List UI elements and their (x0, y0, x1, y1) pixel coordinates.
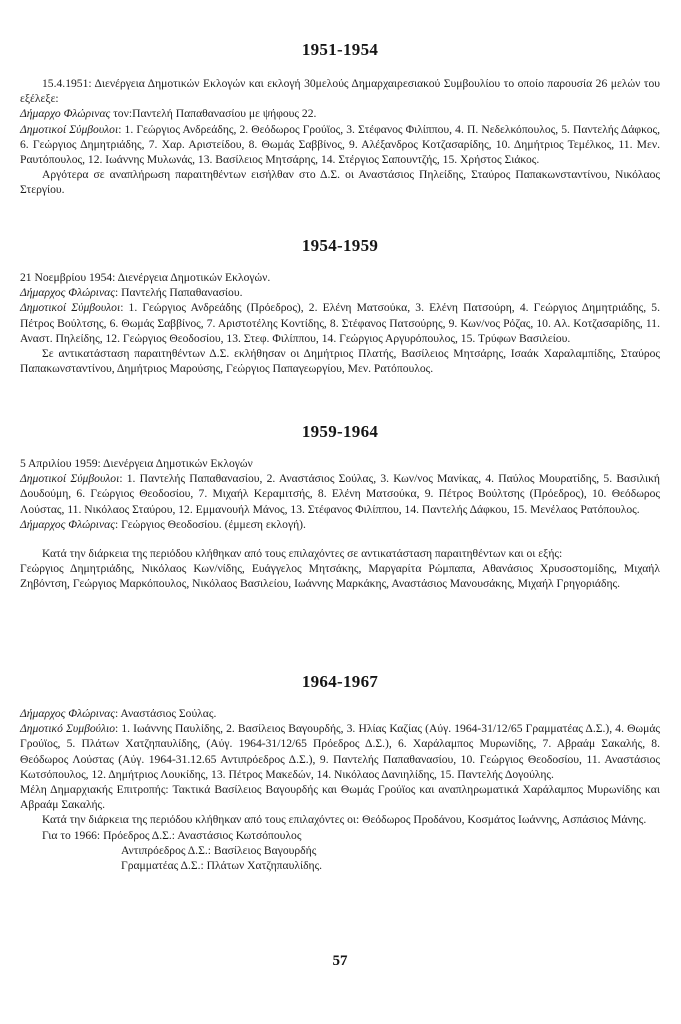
paragraph-election-1951: 15.4.1951: Διενέργεια Δημοτικών Εκλογών και εκλογή 30μελούς Δημαρχαιρεσιακού Συμβουλίου το οποίο παρουσία 26 μελών του εξέλεξε: (20, 77, 660, 106)
mayor-text: τον:Παντελή Παπαθανασίου με ψήφους 22. (110, 107, 317, 121)
paragraph-councillors-1954 (20, 300, 660, 346)
officers-1966-row-secretary (20, 858, 660, 873)
councillors-text: : 1. Γεώργιος Ανδρεάδης (Πρόεδρος), 2. Ελένη Ματσούκα, 3. Ελένη Πατσούρη, 4. Γεώργιος Δημητριάδης, 5. Πέτρος Βούλτσης, 6. Θωμάς Σαββίνος, 7. Αριστοτέλης Κοντίδης, 8. Στέφανος Πατσούρης, 9. Κων/νος Ρόζας, 10. Αλ. Κοτζασαρίδης, 11. Αναστ. Πηλείδης, 12. Γεώργιος Θεοδοσίου, 13. Στεφ. Φιλίππου, 14. Γεώργιος Αργυρόπουλος, 15. Τρύφων Βασιλείου. (20, 301, 660, 345)
label-councillors: Δημοτικοί Σύμβουλοι (20, 301, 121, 315)
section-heading-1951-1954: 1951-1954 (301, 40, 379, 59)
section-heading-1954-1959: 1954-1959 (301, 236, 379, 255)
section-body-1954-1959 (20, 270, 660, 376)
council-text: : 1. Ιωάννης Παυλίδης, 2. Βασίλειος Βαγουρδής, 3. Ηλίας Καζίας (Αύγ. 1964-31/12/65 Γραμματέας Δ.Σ.), 4. Θωμάς Γρούϊος, 5. Πλάτων Χατζηπαυλίδης, (Αύγ. 1964-31/12/65 Πρόεδρος Δ.Σ.), 6. Χαράλαμπος Μυρωνίδης, 7. Αβραάμ Σακαλής, 8. Θεόδωρος Λούστας (Αύγ. 1964-31.12.65 Αντιπρόεδρος Δ.Σ.), 9. Παντελής Παπαθανασίου, 10. Γεώργιος Θεοδοσίου, 11. Αναστάσιος Κωτσόπουλος, 12. Δημήτριος Λουκίδης, 13. Πέτρος Μακεδών, 14. Νικόλαος Δανιηλίδης, 15. Παντελής Δογούλης. (20, 722, 660, 781)
label-mayor: Δήμαρχος Φλώρινας (20, 707, 115, 720)
paragraph-substitutes-intro-1959: Κατά την διάρκεια της περιόδου κλήθηκαν από τους επιλαχόντες σε αντικατάσταση παραιτηθέντων και οι εξής: (42, 547, 563, 561)
paragraph-election-1959: 5 Απριλίου 1959: Διενέργεια Δημοτικών Εκλογών (20, 457, 253, 470)
officer-president: Πρόεδρος Δ.Σ.: Αναστάσιος Κωτσόπουλος (103, 828, 302, 842)
label-mayor: Δήμαρχος Φλώρινας (20, 517, 115, 531)
paragraph-substitutes-1964: Κατά την διάρκεια της περιόδου κλήθηκαν από τους επιλαχόντες οι: Θεόδωρος Προδάνου, Κοσμάτος Ιωάννης, Ασπάσιος Μάνης. (42, 813, 647, 827)
councillors-text: : 1. Γεώργιος Ανδρεάδης, 2. Θεόδωρος Γρούϊος, 3. Στέφανος Φιλίππου, 4. Π. Νεδελκόπουλος, 5. Παντελής Δάφκος, 6. Γεώργιος Δημητριάδης, 7. Χαρ. Αριστείδου, 8. Θωμάς Σαββίνος, 9. Αλέξανδρος Κοτζασαρίδης, 10. Δημήτριος Τεμέλκος, 11. Μεν. Ραυτόπουλος, 12. Ιωάννης Μυλωνάς, 13. Βασίλειος Μητσάρης, 14. Στέργιος Σαπουντζής, 15. Χρήστος Σιάκος. (20, 122, 660, 167)
paragraph-mayor-1951 (20, 106, 660, 121)
officer-vice-president: Αντιπρόεδρος Δ.Σ.: Βασίλειος Βαγουρδής (121, 843, 317, 857)
paragraph-mayor-1954 (20, 285, 660, 300)
paragraph-mayor-1964 (20, 706, 660, 721)
paragraph-replacements-1954: Σε αντικατάσταση παραιτηθέντων Δ.Σ. εκλήθησαν οι Δημήτριος Πλατής, Βασίλειος Μητσάρης, Ισαάκ Χαραλαμπίδης, Σταύρος Παπακωνσταντίνου, Δημήτριος Μαρούσης, Γεώργιος Παπαγεωργίου, Μεν. Ρατόπουλος. (20, 347, 660, 376)
label-councillors: Δημοτικοί Σύμβουλοι (20, 472, 120, 486)
paragraph-committee-1964: Μέλη Δημαρχιακής Επιτροπής: Τακτικά Βασίλειος Βαγουρδής και Θωμάς Γρούϊος και αναπληρωματικά Χαράλαμπος Μυρωνίδης και Αβραάμ Σακαλής. (20, 783, 660, 812)
paragraph-council-1964 (20, 721, 660, 782)
paragraph-election-1954: 21 Νοεμβρίου 1954: Διενέργεια Δημοτικών Εκλογών. (20, 271, 271, 284)
section-body-1951-1954 (20, 76, 660, 198)
officer-secretary: Γραμματέας Δ.Σ.: Πλάτων Χατζηπαυλίδης. (121, 859, 323, 873)
paragraph-councillors-1959 (20, 471, 660, 517)
section-heading-1959-1964: 1959-1964 (301, 422, 379, 441)
mayor-text: : Αναστάσιος Σούλας. (114, 707, 217, 720)
label-councillors: Δημοτικοί Σύμβουλοι (20, 122, 119, 136)
section-heading-1964-1967: 1964-1967 (301, 672, 379, 691)
officers-1966-intro: Για το 1966: (42, 828, 101, 842)
section-body-1959-1964 (20, 456, 660, 592)
officers-1966-row-president (20, 828, 660, 843)
label-mayor: Δήμαρχο Φλώρινας (20, 107, 111, 121)
officers-1966-row-vice-president (20, 843, 660, 858)
label-mayor: Δήμαρχος Φλώρινας (20, 286, 115, 300)
mayor-text: : Γεώργιος Θεοδοσίου. (έμμεση εκλογή). (114, 517, 306, 531)
mayor-text: : Παντελής Παπαθανασίου. (114, 286, 243, 300)
paragraph-councillors-1951 (20, 122, 660, 168)
label-council: Δημοτικό Συμβούλιο (20, 722, 115, 736)
page-number: 57 (332, 953, 348, 969)
councillors-text: : 1. Παντελής Παπαθανασίου, 2. Αναστάσιος Σούλας, 3. Κων/νος Μανίκας, 4. Παύλος Μουρατίδης, 5. Βασιλική Δουδούμη, 6. Γεώργιος Θεοδοσίου, 7. Μιχαήλ Κεραμιτσής, 8. Ελένη Ματσούκα, 9. Πέτρος Βούλτσης (Πρόεδρος), 10. Θεόδωρος Λούστας, 11. Νικόλαος Σταύρου, 12. Εμμανουήλ Μάνος, 13. Στέφανος Φιλίππου, 14. Παντελής Δάφκου, 15. Μενέλαος Ρατόπουλος. (20, 472, 660, 516)
section-body-1964-1967 (20, 706, 660, 873)
paragraph-substitutes-list-1959: Γεώργιος Δημητριάδης, Νικόλαος Κων/νίδης, Ευάγγελος Μητσάκης, Μαργαρίτα Ρώμπαπα, Αθανάσιος Χρυσοστομίδης, Μιχαήλ Ζηβόντση, Γεώργιος Μαρκόπουλος, Νικόλαος Βασιλείου, Ιωάννης Μαρκάκης, Αναστάσιος Μανουσάκης, Μιχαήλ Γρηγοριάδης. (20, 562, 660, 591)
paragraph-replacements-1951: Αργότερα σε αναπλήρωση παραιτηθέντων εισήλθαν στο Δ.Σ. οι Αναστάσιος Πηλείδης, Σταύρος Παπακωνσταντίνου, Νικόλαος Στεργίου. (20, 168, 660, 197)
paragraph-mayor-1959 (20, 517, 660, 532)
